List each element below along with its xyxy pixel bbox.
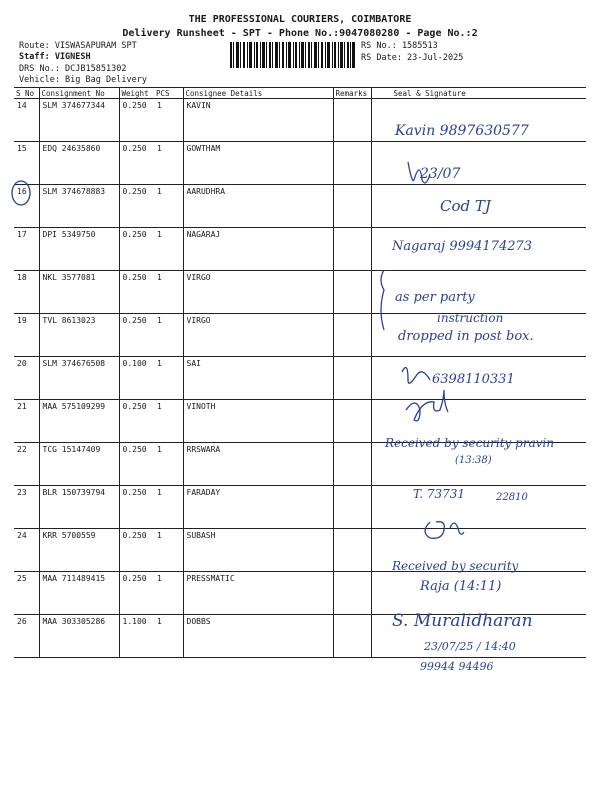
pcs-cell: 1: [154, 271, 183, 314]
weight-cell: 0.250: [119, 443, 154, 486]
table-row: [14, 529, 586, 572]
pcs-cell: 1: [154, 400, 183, 443]
col-signature: Seal & Signature: [371, 88, 586, 99]
consignee-cell: SUBASH: [183, 529, 333, 572]
signature-cell: [371, 486, 586, 529]
drs-number: DRS No.: DCJB15851302: [19, 64, 127, 74]
signature-cell: [371, 615, 586, 658]
weight-cell: 0.250: [119, 572, 154, 615]
signature-cell: [371, 572, 586, 615]
signature-cell: [371, 228, 586, 271]
consignee-cell: RRSWARA: [183, 443, 333, 486]
signature-row-23-number: 22810: [496, 492, 528, 503]
vehicle-text: Vehicle: Big Bag Delivery: [19, 75, 147, 85]
consignee-cell: DOBBS: [183, 615, 333, 658]
sno-cell: 26: [14, 615, 39, 658]
table-header-row: [14, 88, 586, 99]
remarks-cell: [333, 142, 371, 185]
table-row: [14, 486, 586, 529]
weight-cell: 0.250: [119, 314, 154, 357]
remarks-cell: [333, 400, 371, 443]
signature-row-15: 23/07: [420, 166, 461, 182]
table-row: [14, 314, 586, 357]
sno-cell: 14: [14, 99, 39, 142]
consignment-cell: SLM 374677344: [39, 99, 119, 142]
remark-line-1: as per party: [395, 290, 475, 305]
staff-text: Staff: VIGNESH: [19, 52, 91, 62]
remarks-cell: [333, 228, 371, 271]
consignment-cell: DPI 5349750: [39, 228, 119, 271]
table-row: [14, 142, 586, 185]
signature-row-26-phone: 99944 94496: [420, 660, 494, 673]
signature-row-22-time: (13:38): [455, 455, 492, 466]
signature-cell: [371, 271, 586, 314]
remarks-cell: [333, 615, 371, 658]
col-remarks: Remarks: [333, 88, 371, 99]
weight-cell: 0.250: [119, 99, 154, 142]
signature-row-26-name: S. Muralidharan: [392, 611, 533, 631]
remarks-cell: [333, 572, 371, 615]
table-row: [14, 185, 586, 228]
table-row: [14, 443, 586, 486]
rs-date: RS Date: 23-Jul-2025: [361, 53, 464, 63]
signature-row-23: T. 73731: [413, 487, 466, 501]
consignment-cell: MAA 575109299: [39, 400, 119, 443]
consignment-cell: MAA 303305286: [39, 615, 119, 658]
consignee-cell: SAI: [183, 357, 333, 400]
table-row: [14, 228, 586, 271]
col-pcs: PCS: [154, 88, 183, 99]
remark-line-3: dropped in post box.: [398, 329, 534, 344]
pcs-cell: 1: [154, 99, 183, 142]
col-consignee: Consignee Details: [183, 88, 333, 99]
consignee-cell: VIRGO: [183, 271, 333, 314]
remarks-cell: [333, 271, 371, 314]
signature-cell: [371, 443, 586, 486]
remarks-cell: [333, 357, 371, 400]
runsheet-title: THE PROFESSIONAL COURIERS, COIMBATORE: [188, 14, 412, 25]
table-row: [14, 271, 586, 314]
remarks-cell: [333, 529, 371, 572]
barcode-image: [230, 42, 355, 68]
signature-row-25-line1: Received by security: [392, 559, 519, 573]
weight-cell: 0.250: [119, 271, 154, 314]
signature-cell: [371, 529, 586, 572]
runsheet-subtitle: Delivery Runsheet - SPT - Phone No.:9047080280 - Page No.:2: [122, 28, 478, 39]
signature-row-14: Kavin 9897630577: [395, 123, 529, 139]
remarks-cell: [333, 443, 371, 486]
signature-row-25-line2: Raja (14:11): [420, 579, 502, 594]
consignment-cell: NKL 3577081: [39, 271, 119, 314]
col-consignment: Consignment No: [39, 88, 119, 99]
consignment-cell: TCG 15147409: [39, 443, 119, 486]
sno-cell: 16: [14, 185, 39, 228]
sno-cell: 23: [14, 486, 39, 529]
consignee-cell: AARUDHRA: [183, 185, 333, 228]
consignment-cell: EDQ 24635860: [39, 142, 119, 185]
weight-cell: 0.250: [119, 185, 154, 228]
pcs-cell: 1: [154, 486, 183, 529]
weight-cell: 1.100: [119, 615, 154, 658]
consignment-cell: TVL 8613023: [39, 314, 119, 357]
signature-cell: [371, 314, 586, 357]
signature-cell: [371, 99, 586, 142]
weight-cell: 0.250: [119, 142, 154, 185]
pcs-cell: 1: [154, 228, 183, 271]
consignee-cell: FARADAY: [183, 486, 333, 529]
consignee-cell: KAVIN: [183, 99, 333, 142]
weight-cell: 0.250: [119, 400, 154, 443]
signature-cell: [371, 400, 586, 443]
weight-cell: 0.250: [119, 486, 154, 529]
signature-row-16: Cod TJ: [440, 197, 491, 215]
pcs-cell: 1: [154, 357, 183, 400]
pcs-cell: 1: [154, 142, 183, 185]
signature-cell: [371, 142, 586, 185]
remarks-cell: [333, 486, 371, 529]
table-row: [14, 357, 586, 400]
sno-cell: 24: [14, 529, 39, 572]
signature-row-20: 6398110331: [432, 372, 515, 387]
route-text: Route: VISWASAPURAM SPT: [19, 41, 137, 51]
runsheet-table: [14, 87, 586, 658]
table-row: [14, 400, 586, 443]
table-row: [14, 572, 586, 615]
pcs-cell: 1: [154, 572, 183, 615]
sno-cell: 20: [14, 357, 39, 400]
remarks-cell: [333, 99, 371, 142]
weight-cell: 0.250: [119, 529, 154, 572]
consignee-cell: PRESSMATIC: [183, 572, 333, 615]
pcs-cell: 1: [154, 443, 183, 486]
col-weight: Weight: [119, 88, 154, 99]
pcs-cell: 1: [154, 529, 183, 572]
signature-cell: [371, 357, 586, 400]
table-row: [14, 615, 586, 658]
consignment-cell: MAA 711489415: [39, 572, 119, 615]
consignment-cell: SLM 374678883: [39, 185, 119, 228]
pcs-cell: 1: [154, 314, 183, 357]
consignee-cell: VIRGO: [183, 314, 333, 357]
table-row: [14, 99, 586, 142]
signature-cell: [371, 185, 586, 228]
consignee-cell: VINOTH: [183, 400, 333, 443]
signature-row-26-datetime: 23/07/25 / 14:40: [424, 640, 516, 653]
consignment-cell: BLR 150739794: [39, 486, 119, 529]
consignment-cell: SLM 374676508: [39, 357, 119, 400]
signature-row-17: Nagaraj 9994174273: [392, 239, 533, 254]
sno-cell: 25: [14, 572, 39, 615]
col-sno: S No: [14, 88, 39, 99]
sno-cell: 21: [14, 400, 39, 443]
signature-row-22: Received by security pravin: [385, 436, 555, 450]
pcs-cell: 1: [154, 185, 183, 228]
rs-number: RS No.: 1585513: [361, 41, 438, 51]
sno-cell: 19: [14, 314, 39, 357]
remarks-cell: [333, 185, 371, 228]
weight-cell: 0.100: [119, 357, 154, 400]
remark-line-2: instruction: [437, 311, 504, 325]
sno-cell: 15: [14, 142, 39, 185]
sno-cell: 17: [14, 228, 39, 271]
sno-cell: 18: [14, 271, 39, 314]
consignee-cell: NAGARAJ: [183, 228, 333, 271]
remarks-cell: [333, 314, 371, 357]
consignment-cell: KRR 5700559: [39, 529, 119, 572]
sno-cell: 22: [14, 443, 39, 486]
weight-cell: 0.250: [119, 228, 154, 271]
consignee-cell: GOWTHAM: [183, 142, 333, 185]
pcs-cell: 1: [154, 615, 183, 658]
